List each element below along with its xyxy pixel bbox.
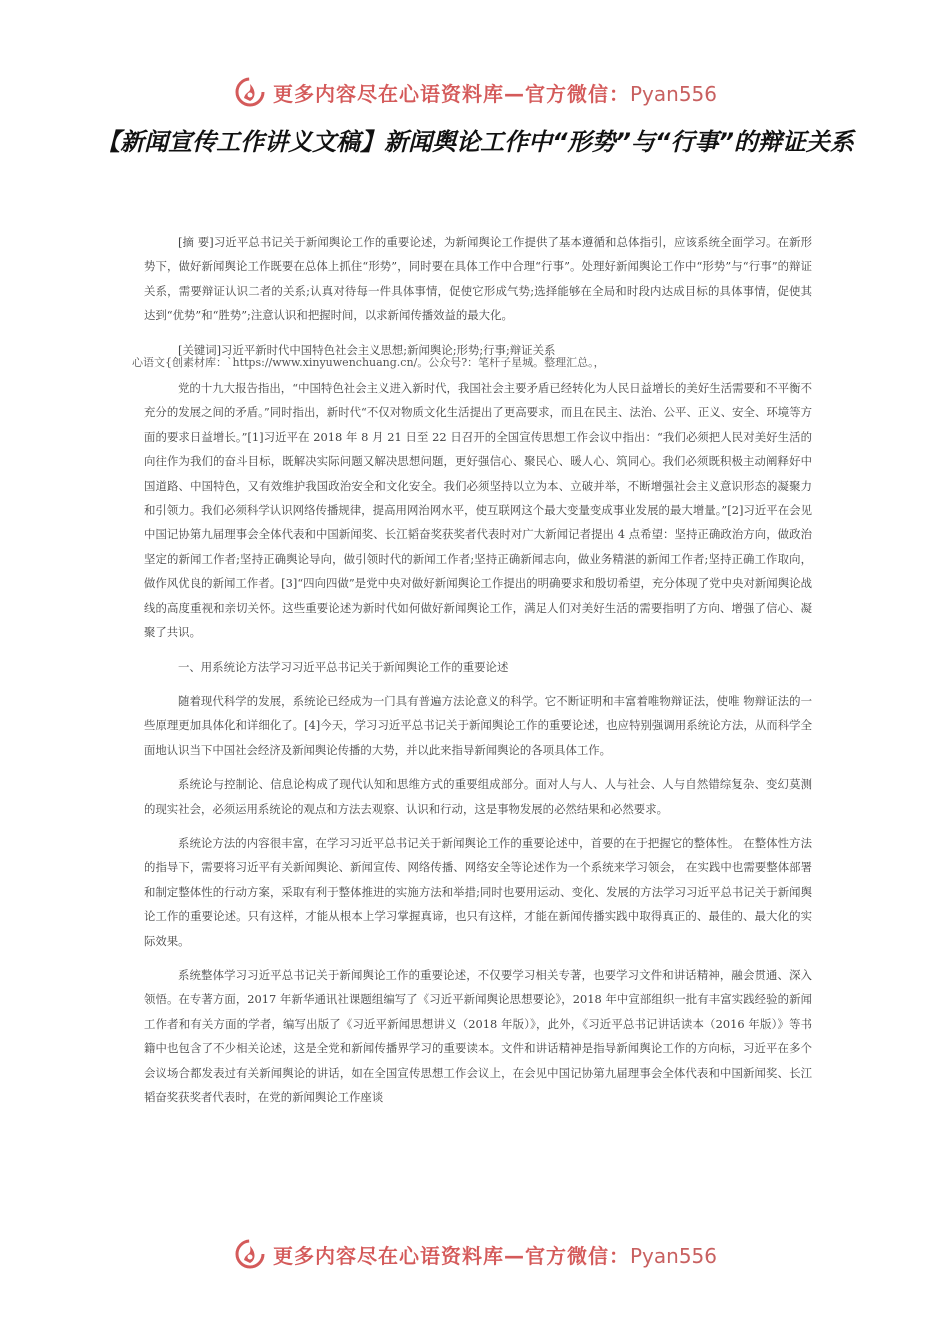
abstract-paragraph: [摘 要]习近平总书记关于新闻舆论工作的重要论述，为新闻舆论工作提供了基本遵循和总体指引，应该系统全面学习。在新形势下，做好新闻舆论工作既要在总体上抓住“形势”，同时要在具体工作中合理“行事”。处理好新闻舆论工作中“形势”与“行事”的辩证关系，需要辩证认识二者的关系;认真对待每一件具体事情，促使它形成气势;选择能够在全局和时段内达成目标的具体事情，促使其达到“优势”和“胜势”;注意认识和把握时间，以求新闻传播效益的最大化。 [144,235,812,323]
body-paragraph-3: 系统论与控制论、信息论构成了现代认知和思维方式的重要组成部分。面对人与人、人与社会、人与自然错综复杂、变幻莫测的现实社会，必须运用系统论的观点和方法去观察、认识和行动，这是事物发展的必然结果和必然要求。 [144,777,812,816]
flame-swirl-logo-icon [233,75,267,109]
wechat-id: Pyan556 [629,1243,717,1268]
body-paragraph-4: 系统论方法的内容很丰富，在学习习近平总书记关于新闻舆论工作的重要论述中，首要的在于把握它的整体性。 在整体性方法的指导下，需要将习近平有关新闻舆论、新闻宣传、网络传播、网络安全等论述作为一个系统来学习领会， 在实践中也需要整体部署和制定整体性的行动方案，采取有利于整体推进的实施方法和举措;同时也要用运动、变化、发展的方法学习习近平总书记关于新闻舆论工作的重要论述。只有这样，才能从根本上学习掌握真谛，也只有这样，才能在新闻传播实践中取得真正的、最佳的、最大化的实际效果。 [144,835,812,948]
footer-banner [0,1234,950,1274]
body-paragraph-1: 党的十九大报告指出，“中国特色社会主义进入新时代，我国社会主要矛盾已经转化为人民日益增长的美好生活需要和不平衡不充分的发展之间的矛盾。”同时指出，新时代“不仅对物质文化生活提出了更高要求，而且在民主、法治、公平、正义、安全、环境等方面的要求日益增长。”[1]习近平在 2018 年 8 月 21 日至 22 日召开的全国宣传思想工作会议中指出：“我们必须把人民对美好生活的向往作为我们的奋斗目标，既解决实际问题又解决思想问题，更好强信心、聚民心、暖人心、筑同心。我们必须既积极主动阐释好中国道路、中国特色，又有效维护我国政治安全和文化安全。我们必须坚持以立为本、立破并举，不断增强社会主义意识形态的凝聚力和引领力。我们必须科学认识网络传播规律，提高用网治网水平，使互联网这个最大变量变成事业发展的最大增量。”[2]习近平在会见中国记协第九届理事会全体代表和中国新闻奖、长江韬奋奖获奖者代表时对广大新闻记者提出 4 点希望：坚持正确政治方向，做政治坚定的新闻工作者;坚持正确舆论导向，做引领时代的新闻工作者;坚持正确新闻志向，做业务精湛的新闻工作者;坚持正确工作取向，做作风优良的新闻工作者。[3]“四向四做”是党中央对做好新闻舆论工作提出的明确要求和殷切希望，充分体现了党中央对新闻舆论战线的高度重视和亲切关怀。这些重要论述为新时代如何做好新闻舆论工作，满足人们对美好生活的需要指明了方向、增强了信心、凝聚了共识。 [144,381,812,640]
body-paragraph-5: 系统整体学习习近平总书记关于新闻舆论工作的重要论述，不仅要学习相关专著，也要学习文件和讲话精神，融会贯通、深入领悟。在专著方面，2017 年新华通讯社课题组编写了《习近平新闻舆论思想要论》，2018 年中宣部组织一批有丰富实践经验的新闻工作者和有关方面的学者，编写出版了《习近平新闻思想讲义（2018 年版）》，此外，《习近平总书记讲话读本（2016 年版）》等书籍中也包含了不少相关论述，这是全党和新闻传播界学习的重要读本。文件和讲话精神是指导新闻舆论工作的方向标，习近平在多个会议场合都发表过有关新闻舆论的讲话，如在全国宣传思想工作会议上，在会见中国记协第九届理事会全体代表和中国新闻奖、长江韬奋奖获奖者代表时，在党的新闻舆论工作座谈 [144,967,812,1104]
wechat-id: Pyan556 [629,81,717,106]
page-title: 【新闻宣传工作讲义文稿】新闻舆论工作中“形势”与“行事”的辩证关系 [96,128,854,156]
source-note: 心语文{创素材库：`https://www.xinyuwenchuang.cn/。公众号?：笔杆子星城。整理汇总。， [132,356,605,370]
banner-text: 更多内容尽在心语资料库—官方微信：Pyan556 [272,1243,717,1268]
flame-swirl-logo-icon [233,1237,267,1271]
section-heading-1: 一、用系统论方法学习习近平总书记关于新闻舆论工作的重要论述 [178,659,509,674]
keywords-paragraph: [关键词]习近平新时代中国特色社会主义思想;新闻舆论;形势;行事;辩证关系 [178,342,556,357]
body-paragraph-2: 随着现代科学的发展，系统论已经成为一门具有普遍方法论意义的科学。它不断证明和丰富着唯物辩证法，使唯 物辩证法的一些原理更加具体化和详细化了。[4]今天，学习习近平总书记关于新闻舆论工作的重要论述，也应特别强调用系统论方法，从而科学全面地认识当下中国社会经济及新闻舆论传播的大势，并以此来指导新闻舆论的各项具体工作。 [144,693,812,757]
banner-text: 更多内容尽在心语资料库—官方微信：Pyan556 [272,81,717,106]
article-body [132,230,812,1119]
header-banner [0,72,950,112]
